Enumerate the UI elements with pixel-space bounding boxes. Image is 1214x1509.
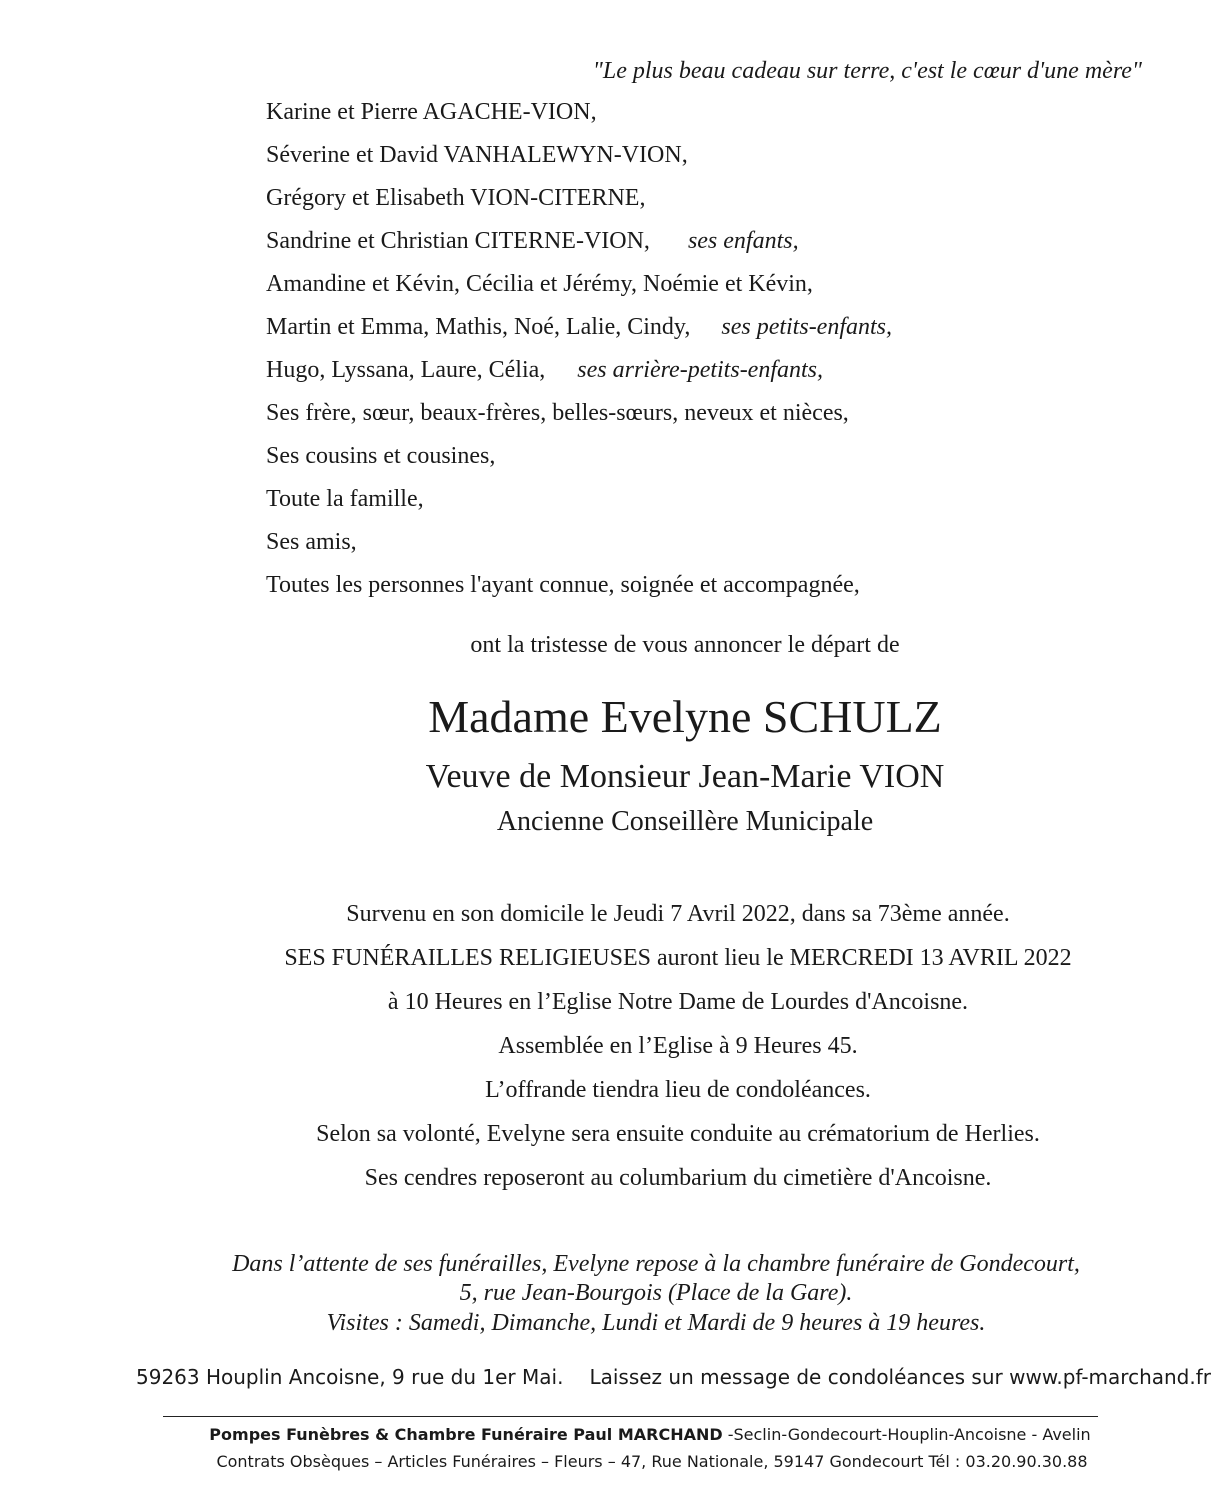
family-role: ses petits-enfants, — [721, 314, 893, 340]
family-role: ses arrière-petits-enfants, — [577, 357, 824, 383]
detail-line: Survenu en son domicile le Jeudi 7 Avril 2022, dans sa 73ème année. — [346, 901, 1010, 927]
family-line — [266, 99, 597, 126]
company-services: Contrats Obsèques – Articles Funéraires – Fleurs – 47, Rue Nationale, 59147 Gondecourt Tél : 03.20.90.30.88 — [216, 1452, 1088, 1471]
family-names: Grégory et Elisabeth VION-CITERNE, — [266, 185, 646, 211]
family-line — [266, 400, 849, 427]
family-line — [266, 572, 860, 599]
family-line — [266, 142, 688, 169]
announcement-text: ont la tristesse de vous annoncer le départ de — [470, 632, 900, 658]
repose-line: Visites : Samedi, Dimanche, Lundi et Mardi de 9 heures à 19 heures. — [326, 1310, 986, 1336]
epigraph-quote: "Le plus beau cadeau sur terre, c'est le cœur d'une mère" — [592, 58, 1142, 84]
widow-of: Veuve de Monsieur Jean-Marie VION — [425, 758, 945, 795]
deceased-title: Ancienne Conseillère Municipale — [496, 806, 874, 837]
family-line — [266, 357, 823, 384]
family-names: Amandine et Kévin, Cécilia et Jérémy, Noémie et Kévin, — [266, 271, 813, 297]
detail-line: SES FUNÉRAILLES RELIGIEUSES auront lieu le MERCREDI 13 AVRIL 2022 — [284, 945, 1072, 971]
family-line — [266, 185, 645, 212]
detail-line: à 10 Heures en l’Eglise Notre Dame de Lourdes d'Ancoisne. — [387, 989, 969, 1015]
family-names: Ses frère, sœur, beaux-frères, belles-sœurs, neveux et nièces, — [266, 400, 849, 426]
family-names: Hugo, Lyssana, Laure, Célia, — [266, 357, 546, 383]
family-role: ses enfants, — [687, 228, 799, 254]
repose-line: 5, rue Jean-Bourgois (Place de la Gare). — [459, 1280, 853, 1306]
company-name: Pompes Funèbres & Chambre Funéraire Paul MARCHAND — [209, 1425, 723, 1444]
family-names: Toutes les personnes l'ayant connue, soignée et accompagnée, — [266, 572, 860, 598]
company-line — [0, 1425, 1214, 1444]
family-line — [266, 228, 799, 255]
detail-line: Assemblée en l’Eglise à 9 Heures 45. — [498, 1033, 858, 1059]
deceased-name: Madame Evelyne SCHULZ — [428, 691, 942, 742]
footer-address: 59263 Houplin Ancoisne, 9 rue du 1er Mai. — [136, 1365, 564, 1389]
detail-line: Selon sa volonté, Evelyne sera ensuite conduite au crématorium de Herlies. — [316, 1121, 1040, 1147]
family-line — [266, 443, 495, 470]
condolences-link[interactable]: Laissez un message de condoléances sur www.pf-marchand.fr — [589, 1365, 1211, 1389]
family-line — [266, 486, 424, 513]
family-line — [266, 529, 357, 556]
family-line — [266, 271, 813, 298]
repose-line: Dans l’attente de ses funérailles, Evelyne repose à la chambre funéraire de Gondecourt, — [232, 1251, 1080, 1277]
footer-address-line — [136, 1365, 1211, 1389]
detail-line: Ses cendres reposeront au columbarium du cimetière d'Ancoisne. — [364, 1165, 992, 1191]
family-names: Séverine et David VANHALEWYN-VION, — [266, 142, 688, 168]
company-locations: -Seclin-Gondecourt-Houplin-Ancoisne - Avelin — [727, 1425, 1091, 1444]
family-names: Sandrine et Christian CITERNE-VION, — [266, 228, 650, 254]
family-names: Ses amis, — [266, 529, 357, 555]
family-line — [266, 314, 892, 341]
family-names: Martin et Emma, Mathis, Noé, Lalie, Cindy, — [266, 314, 691, 340]
family-names: Ses cousins et cousines, — [266, 443, 496, 469]
detail-line: L’offrande tiendra lieu de condoléances. — [485, 1077, 871, 1103]
family-names: Toute la famille, — [266, 486, 424, 512]
family-names: Karine et Pierre AGACHE-VION, — [266, 99, 597, 125]
footer-divider — [163, 1416, 1098, 1417]
